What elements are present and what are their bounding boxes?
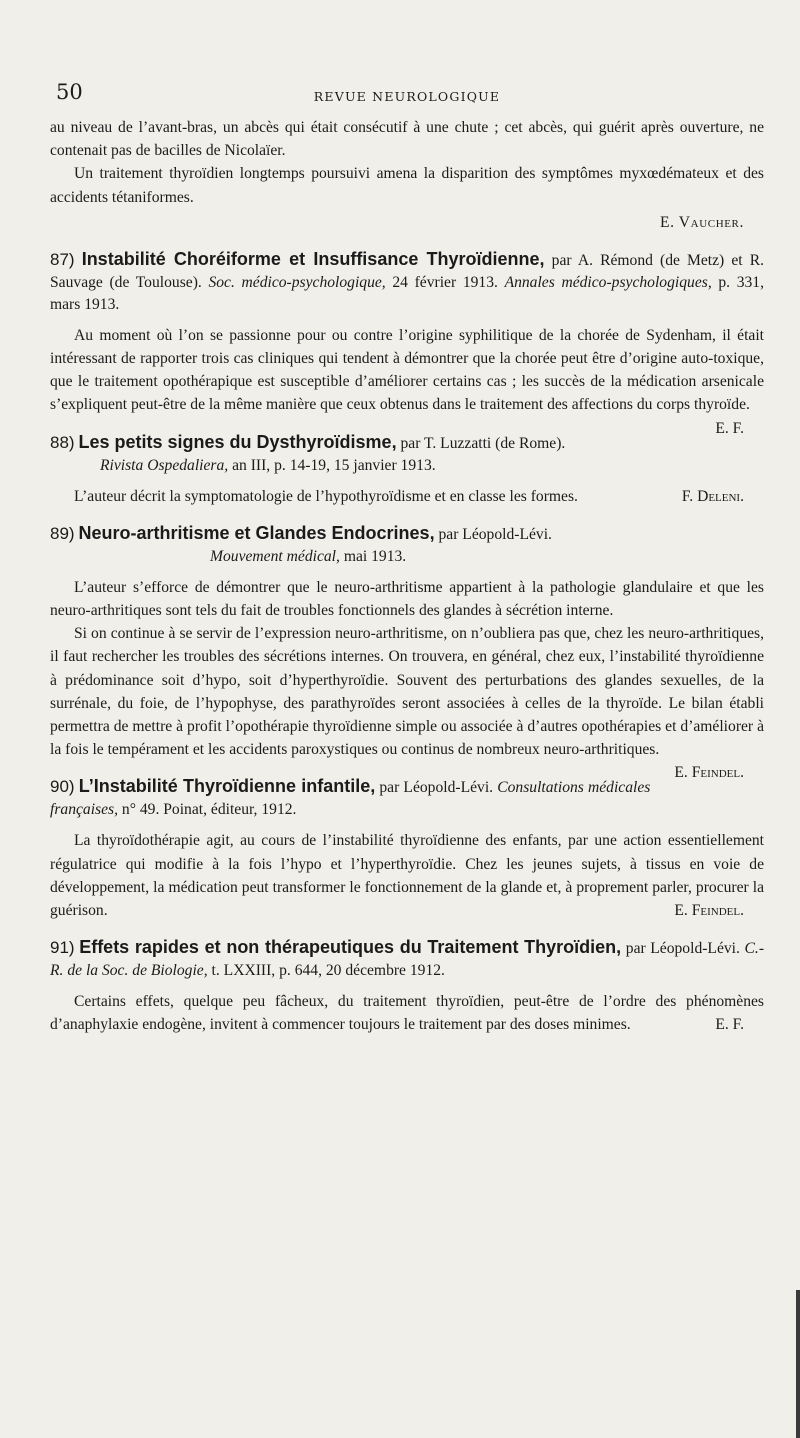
entry-citation-details: n° 49. Poinat, éditeur, 1912. xyxy=(121,801,297,819)
entry-authors: par Léopold-Lévi. xyxy=(438,525,552,543)
entry-title: Instabilité Choréiforme et Insuffisance Thyroïdienne, xyxy=(81,248,545,269)
intro-signature: E. Vaucher. xyxy=(659,213,744,231)
entry-authors: par Léopold-Lévi. xyxy=(625,940,740,958)
entry-body: L’auteur s’efforce de démontrer que le neuro-arthritisme appartient à la pathologie glandulaire et que les neuro-arthritiques sont tels du fait de troubles fonctionnels des glandes à sécrétion interne. xyxy=(50,578,764,620)
entry-number: 89) xyxy=(50,523,75,543)
entry-body: Au moment où l’on se passionne pour ou contre l’origine syphilitique de la chorée de Sydenham, il était intéressant de rapporter trois cas cliniques qui tendent à démontrer que la chorée peut être d’origine auto-toxique, que le traitement opothérapique est susceptible d’améliorer certains cas ; les succès de la médication arsenicale s’expliquent peut-être de la même manière que ceux obtenus dans le traitement des affections du corps thyroïde. E. F. xyxy=(50,324,764,417)
abstract-entry-87 xyxy=(50,248,765,437)
intro-paragraph-2: Un traitement thyroïdien longtemps poursuivi amena la disparition des symptômes myxœdémateux et des accidents tétaniformes. xyxy=(50,165,764,206)
running-title: REVUE NEUROLOGIQUE xyxy=(313,89,501,104)
entry-body: L’auteur décrit la symptomatologie de l’hypothyroïdisme et en classe les formes. F. Deleni. xyxy=(50,485,764,508)
abstract-entry-88 xyxy=(50,431,764,508)
entry-title: L’Instabilité Thyroïdienne infantile, xyxy=(78,776,376,797)
entry-heading xyxy=(50,522,764,568)
entry-number: 91) xyxy=(50,938,75,958)
entry-heading xyxy=(50,248,764,316)
entry-signature: E. Feindel. xyxy=(674,764,744,782)
entry-signature: E. F. xyxy=(715,419,744,437)
entry-citation: Rivista Ospedaliera, xyxy=(100,456,229,474)
entry-citation-details: mai 1913. xyxy=(343,547,407,565)
entry-number: 87) xyxy=(50,249,75,269)
entry-citation: Mouvement médical, xyxy=(210,547,340,565)
entry-citation-details-2: p. 331, mars 1913. xyxy=(50,273,765,313)
entry-citation-details: 24 février 1913. xyxy=(392,273,498,291)
entry-number: 90) xyxy=(50,777,75,797)
entry-citation: C.-R. de la Soc. de Biologie, xyxy=(50,940,765,980)
entry-title: Neuro-arthritisme et Glandes Endocrines, xyxy=(78,522,435,543)
entry-number: 88) xyxy=(50,432,75,452)
abstract-entry-89 xyxy=(50,522,764,782)
entry-signature: F. Deleni. xyxy=(681,487,744,505)
entry-citation-details: t. LXXIII, p. 644, 20 décembre 1912. xyxy=(211,962,445,980)
intro-paragraph-1: au niveau de l’avant-bras, un abcès qui était consécutif à une chute ; cet abcès, qui guérit après ouverture, ne contenait pas de bacilles de Nicolaïer. xyxy=(50,119,764,160)
entry-title: Les petits signes du Dysthyroïdisme, xyxy=(78,431,397,452)
entry-authors: par Léopold-Lévi. xyxy=(379,779,494,797)
entry-heading xyxy=(50,431,764,477)
entry-citation: Consultations médicales françaises, xyxy=(50,779,651,819)
entry-body-2: Si on continue à se servir de l’expression neuro-arthritisme, on n’oubliera pas que, chez les neuro-arthritiques, il faut rechercher les troubles des sécrétions internes. On trouvera, en général, chez eux, l’instabilité thyroïdienne à prédominance soit d’hypo, soit d’hyperthyroïdie. Souvent des perturbations des glandes sexuelles, de la surrénale, du foie, de l’hypophyse, des parathyroïdes seront associées à celles de la thyroïde. Le bilan établi permettra de mettre à profit l’opothérapie thyroïdienne simple ou associée à d’autres opothérapies et d’améliorer à la fois le tempérament et les accidents paroxystiques ou continus de nombreux neuro-arthritiques. E. Feindel. xyxy=(50,622,764,761)
entry-citation: Soc. médico-psychologique, xyxy=(208,273,386,291)
entry-authors: par T. Luzzatti (de Rome). xyxy=(400,434,566,452)
entry-citation-details: an III, p. 14-19, 15 janvier 1913. xyxy=(232,456,436,474)
page-header xyxy=(50,80,764,116)
entry-body: La thyroïdothérapie agit, au cours de l’instabilité thyroïdienne des enfants, par une action essentiellement régulatrice qui modifie à la fois l’hypo et l’hyperthyroïdie. Chez les jeunes sujets, à tissus en voie de développement, la médication peut transformer le fonctionnement de la glande et, à proprement parler, procurer la guérison. E. Feindel. xyxy=(50,829,764,922)
entry-authors: par A. Rémond (de Metz) et R. Sauvage (de Toulouse). xyxy=(50,251,764,291)
entry-signature: E. Feindel. xyxy=(674,902,744,920)
scan-edge-shadow xyxy=(796,1290,800,1438)
entry-citation-2: Annales médico-psychologiques, xyxy=(504,273,712,291)
entry-signature: E. F. xyxy=(715,1016,744,1034)
abstract-entry-91 xyxy=(50,936,764,1036)
entry-title: Effets rapides et non thérapeutiques du Traitement Thyroïdien, xyxy=(79,937,622,958)
abstract-entry-90 xyxy=(50,775,764,922)
entry-body: Certains effets, quelque peu fâcheux, du traitement thyroïdien, peut-être de l’ordre des phénomènes d’anaphylaxie endogène, invitent à commencer toujours le traitement par des doses minimes. E. F. xyxy=(50,990,764,1036)
page-number: 50 xyxy=(56,80,83,104)
entry-heading xyxy=(50,936,764,982)
